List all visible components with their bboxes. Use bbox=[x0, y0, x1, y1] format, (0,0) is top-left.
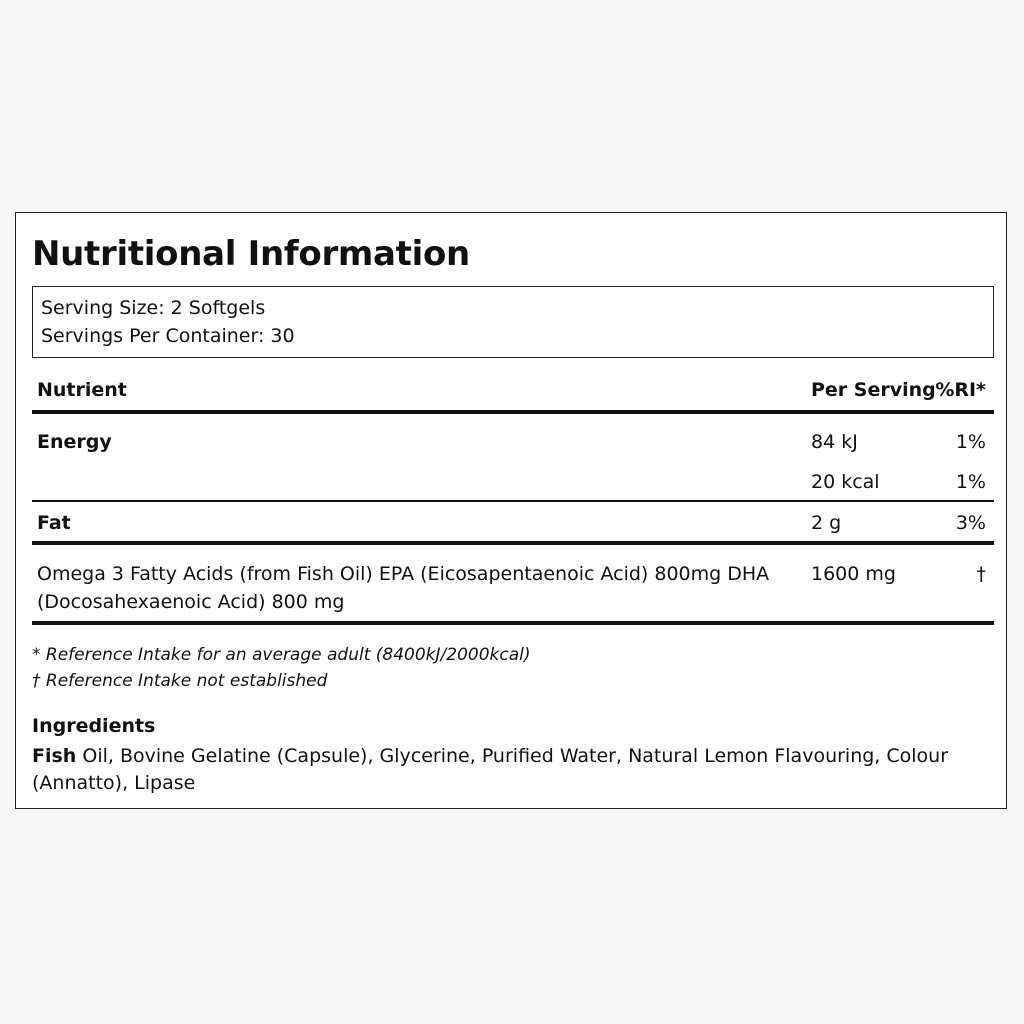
energy-kj-value: 84 kJ bbox=[811, 431, 858, 453]
nutrient-omega3-name: Omega 3 Fatty Acids (from Fish Oil) EPA (Eicosapentaenoic Acid) 800mg DHA (Docosahexaenoic Acid) 800 mg bbox=[37, 563, 770, 613]
nutrient-fat-name: Fat bbox=[37, 512, 71, 534]
energy-kj-ri: 1% bbox=[955, 431, 986, 453]
omega3-value: 1600 mg bbox=[811, 563, 896, 585]
header-nutrient: Nutrient bbox=[37, 379, 127, 401]
fat-ri: 3% bbox=[955, 512, 986, 534]
servings-per-container: Servings Per Container: 30 bbox=[41, 325, 295, 347]
serving-size: Serving Size: 2 Softgels bbox=[41, 297, 266, 319]
energy-kcal-ri: 1% bbox=[955, 471, 986, 493]
panel-title: Nutritional Information bbox=[32, 234, 470, 274]
ingredient-allergen: Fish bbox=[32, 745, 77, 767]
fat-value: 2 g bbox=[811, 512, 842, 534]
omega3-ri: † bbox=[976, 563, 986, 585]
energy-divider bbox=[32, 500, 994, 502]
energy-kcal-value: 20 kcal bbox=[811, 471, 880, 493]
header-per-serving: Per Serving bbox=[811, 379, 936, 401]
footnote-not-established: † Reference Intake not established bbox=[32, 671, 328, 691]
nutrition-panel bbox=[15, 212, 1007, 809]
fat-divider bbox=[32, 541, 994, 545]
footnote-reference-intake: * Reference Intake for an average adult (8400kJ/2000kcal) bbox=[32, 645, 531, 665]
nutrient-energy-name: Energy bbox=[37, 431, 112, 453]
ingredient-rest: Oil, Bovine Gelatine (Capsule), Glycerine, Purified Water, Natural Lemon Flavouring, Colour (Annatto), Lipase bbox=[32, 745, 949, 794]
serving-info-box bbox=[32, 286, 994, 358]
header-ri: %RI* bbox=[935, 379, 986, 401]
ingredients-list bbox=[32, 743, 992, 797]
table-bottom-divider bbox=[32, 621, 994, 625]
header-divider bbox=[32, 410, 994, 414]
ingredients-title: Ingredients bbox=[32, 715, 156, 737]
